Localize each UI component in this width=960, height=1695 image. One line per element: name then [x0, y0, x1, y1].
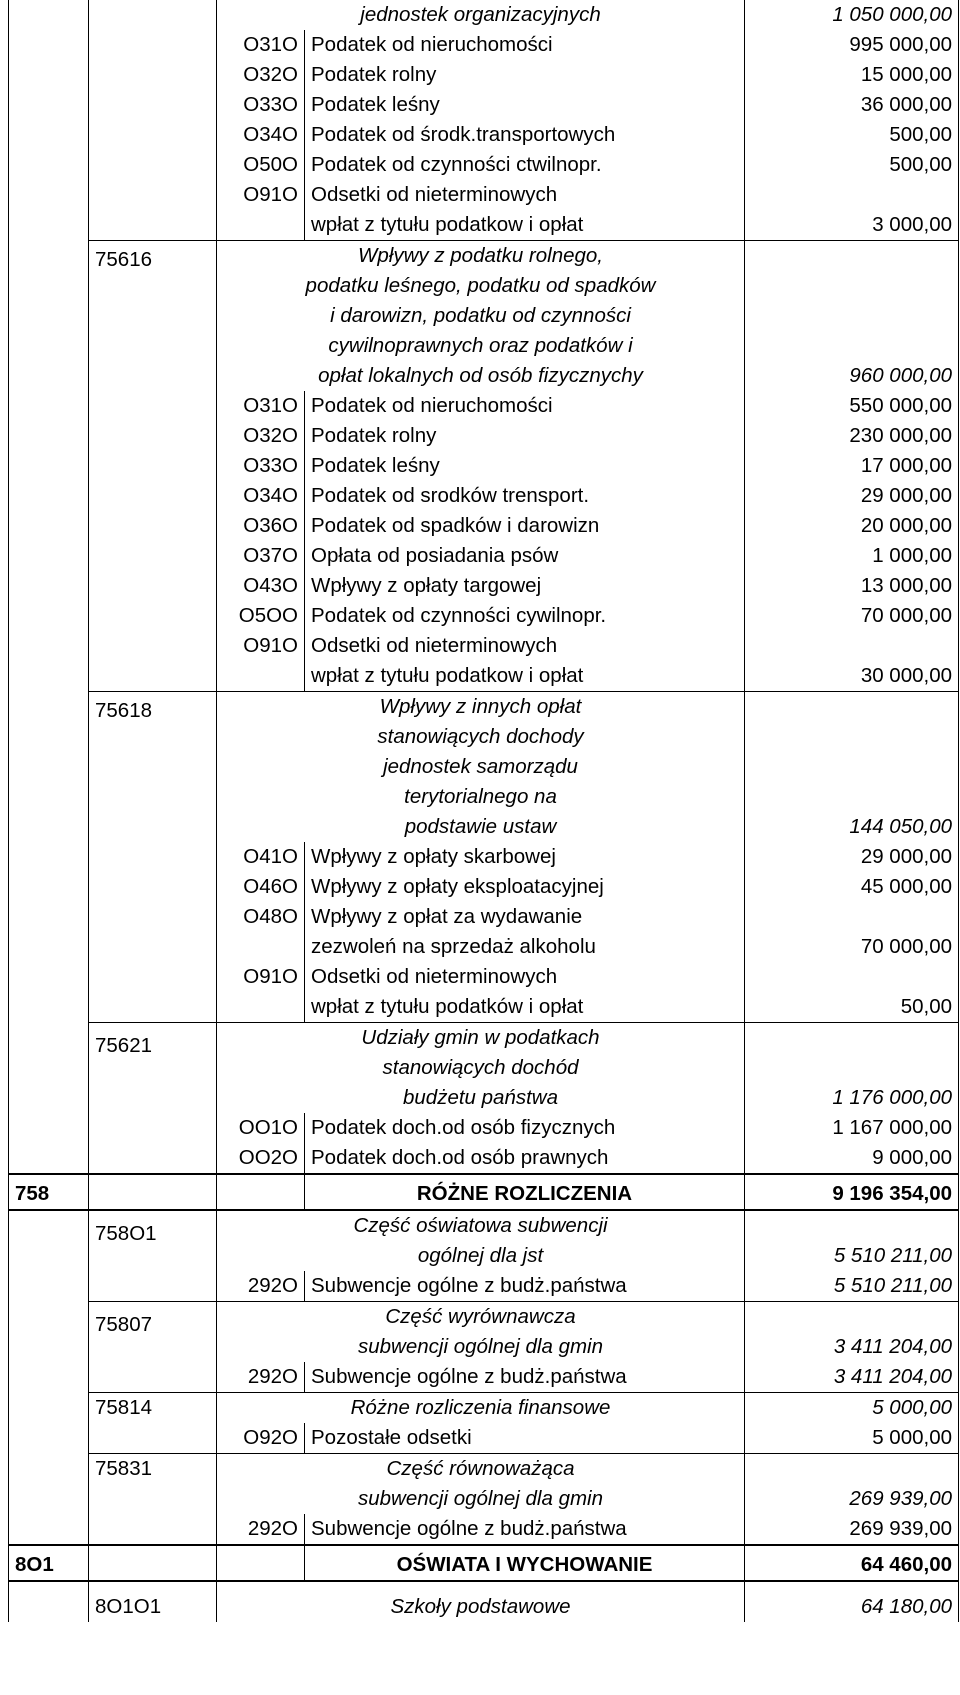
table-row [9, 1143, 959, 1174]
section-code-cell [9, 90, 89, 120]
chapter-code-cell [89, 451, 217, 481]
description-cell: Podatek rolny [305, 421, 745, 451]
chapter-code-cell [89, 150, 217, 180]
section-code-cell [9, 421, 89, 451]
description-line: Odsetki od nieterminowych [311, 183, 558, 206]
amount-cell: 15 000,00 [745, 60, 959, 90]
section-code-cell [9, 1113, 89, 1143]
paragraph-code-cell: OO1O [217, 1113, 305, 1143]
amount-cell: 36 000,00 [745, 90, 959, 120]
section-code-cell [9, 631, 89, 692]
paragraph-code-cell: O33O [217, 90, 305, 120]
budget-table [8, 0, 959, 1622]
table-row [9, 60, 959, 90]
amount-cell: 995 000,00 [745, 30, 959, 60]
chapter-code-cell [89, 1174, 217, 1210]
description-line: budżetu państwa [403, 1086, 559, 1109]
description-cell: Podatek doch.od osób prawnych [305, 1143, 745, 1174]
amount-cell: 5 000,00 [745, 1423, 959, 1454]
chapter-code-cell [89, 631, 217, 692]
chapter-code-cell: 75814 [89, 1393, 217, 1424]
paragraph-code-cell: 292O [217, 1514, 305, 1545]
table-row [9, 1514, 959, 1545]
amount-cell: 30 000,00 [745, 631, 959, 692]
amount-cell: 500,00 [745, 150, 959, 180]
amount-cell: 29 000,00 [745, 481, 959, 511]
description-cell: Pozostałe odsetki [305, 1423, 745, 1454]
chapter-code-cell [89, 962, 217, 1023]
description-line: ogólnej dla jst [417, 1244, 544, 1267]
description-line: stanowiących dochód [382, 1056, 579, 1079]
description-line: wpłat z tytułu podatków i opłat [311, 995, 584, 1018]
description-cell: Szkoły podstawowe [217, 1581, 745, 1622]
amount-cell: 960 000,00 [745, 241, 959, 392]
description-cell: Wpływy z opłaty skarbowej [305, 842, 745, 872]
amount-cell: 3 411 204,00 [745, 1302, 959, 1363]
chapter-code-cell [89, 511, 217, 541]
paragraph-code-cell: O34O [217, 120, 305, 150]
section-code-cell [9, 1393, 89, 1424]
chapter-code-cell [89, 391, 217, 421]
section-code-cell [9, 541, 89, 571]
paragraph-code-cell: O31O [217, 391, 305, 421]
section-code-cell [9, 842, 89, 872]
paragraph-code-cell: O32O [217, 60, 305, 90]
paragraph-code-cell: O34O [217, 481, 305, 511]
paragraph-code-cell: O92O [217, 1423, 305, 1454]
table-row [9, 872, 959, 902]
section-code-cell [9, 1514, 89, 1545]
paragraph-code-cell: 292O [217, 1362, 305, 1393]
table-row [9, 180, 959, 241]
description-line: Część równoważąca [386, 1457, 575, 1480]
section-row [9, 1545, 959, 1581]
description-cell [217, 1210, 745, 1271]
description-line: subwencji ogólnej dla gmin [358, 1487, 604, 1510]
chapter-code-cell [89, 421, 217, 451]
chapter-row [9, 1581, 959, 1622]
description-line: podstawie ustaw [404, 815, 557, 838]
amount-cell: 45 000,00 [745, 872, 959, 902]
table-row [9, 1362, 959, 1393]
description-cell: Podatek doch.od osób fizycznych [305, 1113, 745, 1143]
chapter-code-cell [89, 30, 217, 60]
amount-cell: 17 000,00 [745, 451, 959, 481]
amount-cell: 230 000,00 [745, 421, 959, 451]
description-cell: Podatek od czynności ctwilnopr. [305, 150, 745, 180]
description-line: opłat lokalnych od osób fizycznychy [318, 364, 643, 387]
amount-cell: 3 411 204,00 [745, 1362, 959, 1393]
amount-cell: 269 939,00 [745, 1514, 959, 1545]
paragraph-code-cell: O41O [217, 842, 305, 872]
amount-cell: 9 000,00 [745, 1143, 959, 1174]
chapter-row [9, 1393, 959, 1424]
paragraph-code-cell: O37O [217, 541, 305, 571]
paragraph-code-cell: O31O [217, 30, 305, 60]
description-cell [305, 962, 745, 1023]
description-line: Wpływy z innych opłat [379, 695, 582, 718]
section-code-cell [9, 601, 89, 631]
description-cell: OŚWIATA I WYCHOWANIE [305, 1545, 745, 1581]
section-code-cell [9, 1210, 89, 1271]
paragraph-code-cell: OO2O [217, 1143, 305, 1174]
paragraph-code-cell: O48O [217, 902, 305, 962]
section-code-cell [9, 1423, 89, 1454]
paragraph-code-cell: O43O [217, 571, 305, 601]
description-cell: Różne rozliczenia finansowe [217, 1393, 745, 1424]
chapter-code-cell [89, 60, 217, 90]
section-code-cell [9, 1023, 89, 1114]
chapter-code-cell: 75807 [89, 1302, 217, 1363]
description-line: jednostek samorządu [383, 755, 578, 778]
description-line: Odsetki od nieterminowych [311, 634, 558, 657]
description-line: Część wyrównawcza [385, 1305, 576, 1328]
table-row [9, 902, 959, 962]
chapter-row [9, 241, 959, 392]
chapter-code-cell [89, 180, 217, 241]
table-row [9, 451, 959, 481]
amount-cell: 70 000,00 [745, 902, 959, 962]
description-line: wpłat z tytułu podatkow i opłat [311, 213, 584, 236]
description-line: cywilnoprawnych oraz podatków i [328, 334, 633, 357]
table-row [9, 90, 959, 120]
section-code-cell [9, 60, 89, 90]
chapter-code-cell: 75618 [89, 692, 217, 843]
amount-cell: 1 176 000,00 [745, 1023, 959, 1114]
description-cell [217, 1023, 745, 1114]
description-cell: Subwencje ogólne z budż.państwa [305, 1362, 745, 1393]
section-code-cell [9, 902, 89, 962]
amount-cell: 550 000,00 [745, 391, 959, 421]
description-line: Odsetki od nieterminowych [311, 965, 558, 988]
description-cell: Podatek od środk.transportowych [305, 120, 745, 150]
section-code-cell [9, 391, 89, 421]
amount-cell: 500,00 [745, 120, 959, 150]
table-row [9, 1423, 959, 1454]
chapter-code-cell: 75621 [89, 1023, 217, 1114]
description-line: Część oświatowa subwencji [353, 1214, 608, 1237]
amount-cell: 13 000,00 [745, 571, 959, 601]
amount-cell: 1 000,00 [745, 541, 959, 571]
amount-cell: 70 000,00 [745, 601, 959, 631]
amount-cell: 269 939,00 [745, 1454, 959, 1515]
description-cell: Opłata od posiadania psów [305, 541, 745, 571]
section-code-cell [9, 872, 89, 902]
amount-cell: 3 000,00 [745, 180, 959, 241]
description-line: podatku leśnego, podatku od spadków [305, 274, 656, 297]
section-code-cell: 758 [9, 1174, 89, 1210]
paragraph-code-cell: O33O [217, 451, 305, 481]
table-row [9, 1113, 959, 1143]
description-cell: Wpływy z opłaty targowej [305, 571, 745, 601]
chapter-code-cell [89, 1113, 217, 1143]
table-row [9, 391, 959, 421]
description-cell: Podatek rolny [305, 60, 745, 90]
table-row [9, 541, 959, 571]
description-line: Wpływy z opłat za wydawanie [311, 905, 583, 928]
description-cell: Podatek leśny [305, 451, 745, 481]
section-code-cell [9, 180, 89, 241]
description-line: zezwoleń na sprzedaż alkoholu [311, 935, 596, 958]
description-cell: jednostek organizacyjnych [217, 0, 745, 30]
section-code-cell [9, 1581, 89, 1622]
paragraph-code-cell: O91O [217, 631, 305, 692]
table-row [9, 0, 959, 30]
section-code-cell: 8O1 [9, 1545, 89, 1581]
chapter-code-cell: 8O1O1 [89, 1581, 217, 1622]
description-cell: Podatek od nieruchomości [305, 30, 745, 60]
section-code-cell [9, 150, 89, 180]
section-code-cell [9, 0, 89, 30]
description-line: terytorialnego na [404, 785, 557, 808]
description-cell: Podatek od srodków trensport. [305, 481, 745, 511]
section-code-cell [9, 1454, 89, 1515]
paragraph-code-cell [217, 1545, 305, 1581]
table-row [9, 30, 959, 60]
chapter-code-cell: 758O1 [89, 1210, 217, 1271]
chapter-row [9, 1302, 959, 1363]
table-row [9, 421, 959, 451]
chapter-code-cell [89, 481, 217, 511]
chapter-code-cell [89, 1143, 217, 1174]
amount-cell: 20 000,00 [745, 511, 959, 541]
paragraph-code-cell: 292O [217, 1271, 305, 1302]
amount-cell: 9 196 354,00 [745, 1174, 959, 1210]
budget-table-body [9, 0, 959, 1622]
description-cell [217, 692, 745, 843]
description-cell [305, 631, 745, 692]
description-line: subwencji ogólnej dla gmin [358, 1335, 604, 1358]
description-cell [217, 1454, 745, 1515]
description-cell: RÓŻNE ROZLICZENIA [305, 1174, 745, 1210]
table-row [9, 511, 959, 541]
paragraph-code-cell: O36O [217, 511, 305, 541]
description-cell: Subwencje ogólne z budż.państwa [305, 1514, 745, 1545]
chapter-row [9, 1023, 959, 1114]
amount-cell: 5 510 211,00 [745, 1271, 959, 1302]
table-row [9, 481, 959, 511]
section-code-cell [9, 120, 89, 150]
chapter-code-cell [89, 1514, 217, 1545]
description-cell: Podatek od czynności cywilnopr. [305, 601, 745, 631]
paragraph-code-cell: O32O [217, 421, 305, 451]
amount-cell: 64 460,00 [745, 1545, 959, 1581]
amount-cell: 5 000,00 [745, 1393, 959, 1424]
description-line: Wpływy z podatku rolnego, [358, 244, 603, 267]
chapter-code-cell [89, 1545, 217, 1581]
section-code-cell [9, 451, 89, 481]
chapter-code-cell [89, 872, 217, 902]
table-row [9, 571, 959, 601]
table-row [9, 120, 959, 150]
section-code-cell [9, 1143, 89, 1174]
chapter-row [9, 1210, 959, 1271]
section-code-cell [9, 571, 89, 601]
amount-cell: 29 000,00 [745, 842, 959, 872]
chapter-row [9, 1454, 959, 1515]
amount-cell: 64 180,00 [745, 1581, 959, 1622]
description-cell [217, 1302, 745, 1363]
table-row [9, 150, 959, 180]
section-code-cell [9, 481, 89, 511]
section-code-cell [9, 692, 89, 843]
table-row [9, 962, 959, 1023]
table-row [9, 631, 959, 692]
amount-cell: 144 050,00 [745, 692, 959, 843]
description-cell: Podatek od nieruchomości [305, 391, 745, 421]
chapter-code-cell [89, 1362, 217, 1393]
description-line: wpłat z tytułu podatkow i opłat [311, 664, 584, 687]
table-row [9, 601, 959, 631]
section-code-cell [9, 962, 89, 1023]
amount-cell: 5 510 211,00 [745, 1210, 959, 1271]
section-code-cell [9, 1271, 89, 1302]
chapter-code-cell [89, 571, 217, 601]
paragraph-code-cell [217, 1174, 305, 1210]
section-code-cell [9, 1362, 89, 1393]
description-cell: Podatek od spadków i darowizn [305, 511, 745, 541]
paragraph-code-cell: O91O [217, 180, 305, 241]
section-code-cell [9, 30, 89, 60]
chapter-code-cell [89, 541, 217, 571]
section-code-cell [9, 511, 89, 541]
amount-cell: 1 167 000,00 [745, 1113, 959, 1143]
paragraph-code-cell: O50O [217, 150, 305, 180]
table-row [9, 842, 959, 872]
chapter-code-cell [89, 90, 217, 120]
description-line: Udziały gmin w podatkach [361, 1026, 600, 1049]
section-row [9, 1174, 959, 1210]
chapter-code-cell [89, 601, 217, 631]
chapter-code-cell [89, 1271, 217, 1302]
paragraph-code-cell: O91O [217, 962, 305, 1023]
chapter-code-cell: 75616 [89, 241, 217, 392]
section-code-cell [9, 1302, 89, 1363]
description-cell: Podatek leśny [305, 90, 745, 120]
chapter-code-cell [89, 1423, 217, 1454]
paragraph-code-cell: O46O [217, 872, 305, 902]
description-line: stanowiących dochody [377, 725, 584, 748]
chapter-code-cell [89, 902, 217, 962]
description-line: i darowizn, podatku od czynności [330, 304, 631, 327]
chapter-code-cell: 75831 [89, 1454, 217, 1515]
section-code-cell [9, 241, 89, 392]
description-cell: Subwencje ogólne z budż.państwa [305, 1271, 745, 1302]
description-cell [217, 241, 745, 392]
amount-cell: 1 050 000,00 [745, 0, 959, 30]
description-cell [305, 902, 745, 962]
chapter-code-cell [89, 842, 217, 872]
amount-cell: 50,00 [745, 962, 959, 1023]
description-cell: Wpływy z opłaty eksploatacyjnej [305, 872, 745, 902]
paragraph-code-cell: O5OO [217, 601, 305, 631]
table-row [9, 1271, 959, 1302]
chapter-row [9, 692, 959, 843]
chapter-code-cell [89, 120, 217, 150]
chapter-code-cell [89, 0, 217, 30]
description-cell [305, 180, 745, 241]
